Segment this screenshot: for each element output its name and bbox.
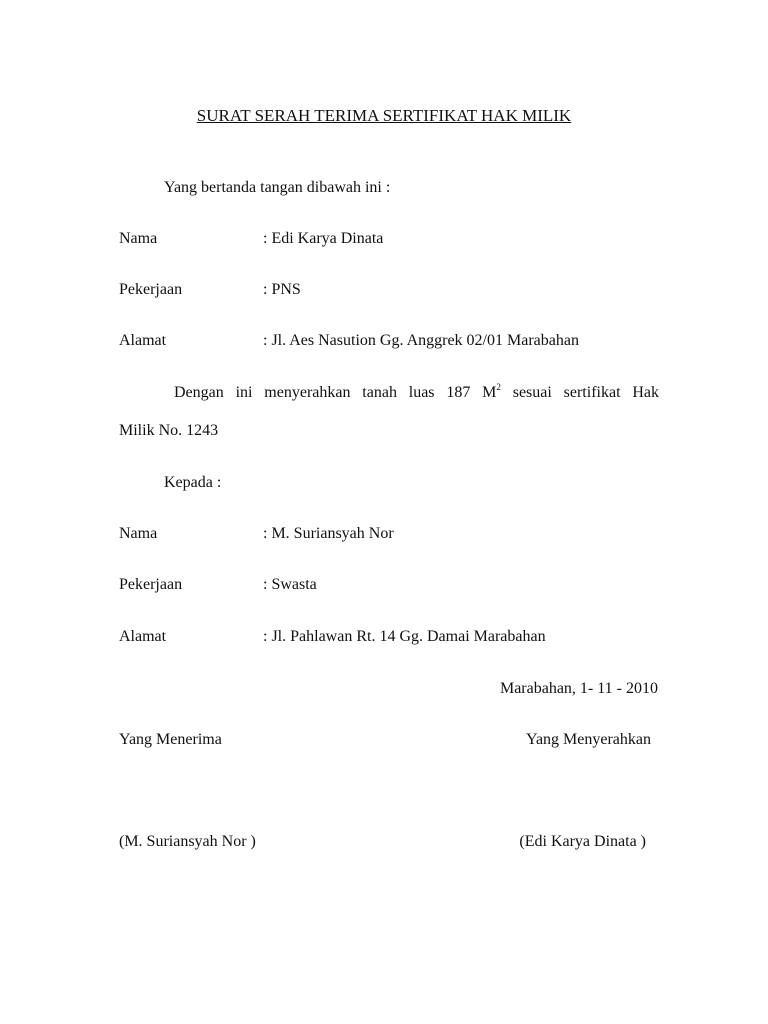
giver-role-label: Yang Menyerahkan bbox=[525, 731, 651, 748]
giver-signature-name: (Edi Karya Dinata ) bbox=[519, 833, 646, 850]
place-date: Marabahan, 1- 11 - 2010 bbox=[499, 680, 658, 697]
receiver-address-value: : Jl. Pahlawan Rt. 14 Gg. Damai Marabahan bbox=[263, 628, 546, 645]
giver-job-label: Pekerjaan bbox=[119, 281, 183, 298]
to-label: Kepada : bbox=[164, 474, 222, 491]
receiver-name-value: : M. Suriansyah Nor bbox=[263, 525, 394, 542]
statement-prefix: Dengan ini menyerahkan tanah luas 187 M bbox=[174, 384, 497, 401]
statement-suffix: sesuai sertifikat Hak bbox=[500, 384, 659, 401]
giver-address-label: Alamat bbox=[119, 332, 167, 349]
statement-line-2: Milik No. 1243 bbox=[119, 422, 219, 439]
intro-text: Yang bertanda tangan dibawah ini : bbox=[164, 179, 391, 196]
giver-address-value: : Jl. Aes Nasution Gg. Anggrek 02/01 Marabahan bbox=[263, 332, 579, 349]
receiver-role-label: Yang Menerima bbox=[119, 731, 222, 748]
receiver-job-label: Pekerjaan bbox=[119, 576, 183, 593]
area-unit-superscript: 2 bbox=[496, 382, 501, 392]
giver-name-value: : Edi Karya Dinata bbox=[263, 230, 384, 247]
receiver-signature-name: (M. Suriansyah Nor ) bbox=[119, 833, 256, 850]
document-title: SURAT SERAH TERIMA SERTIFIKAT HAK MILIK bbox=[196, 106, 572, 125]
giver-job-value: : PNS bbox=[263, 281, 301, 298]
receiver-job-value: : Swasta bbox=[263, 576, 317, 593]
receiver-address-label: Alamat bbox=[119, 628, 167, 645]
giver-name-label: Nama bbox=[119, 230, 158, 247]
statement-line-1 bbox=[174, 383, 659, 403]
receiver-name-label: Nama bbox=[119, 525, 158, 542]
